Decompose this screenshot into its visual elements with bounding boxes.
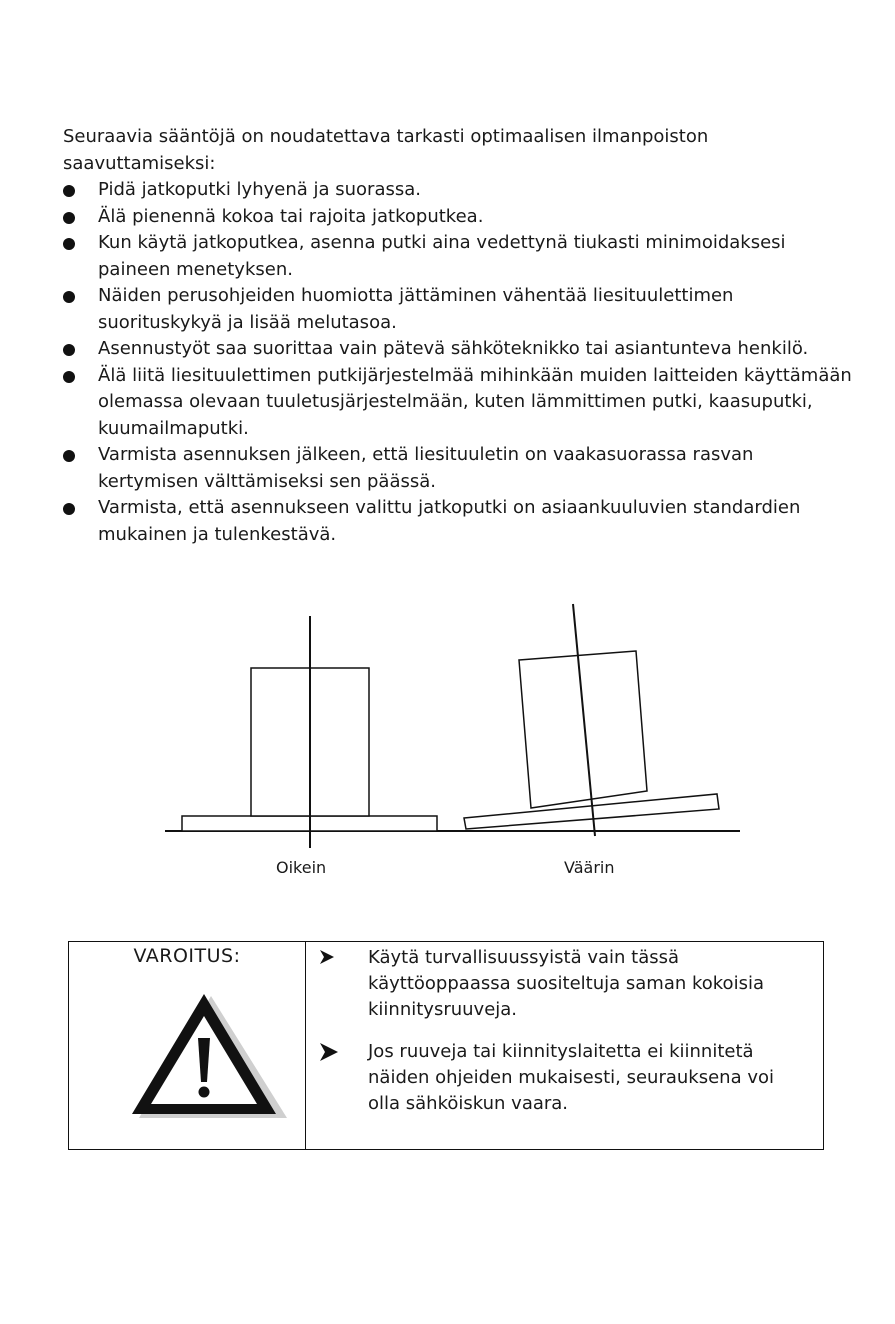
warning-content-cell xyxy=(306,942,823,1149)
wrong-chimney xyxy=(519,651,647,808)
bullet-icon xyxy=(63,185,75,197)
list-item: Pidä jatkoputki lyhyenä ja suorassa. xyxy=(63,177,853,204)
installation-diagram xyxy=(0,590,895,890)
warning-label-cell xyxy=(69,942,306,1149)
bullet-icon xyxy=(63,212,75,224)
warning-title: VAROITUS: xyxy=(133,945,241,967)
warning-item: Jos ruuveja tai kiinnityslaitetta ei kiinnitetä näiden ohjeiden mukaisesti, seurauksena voi olla sähköiskun vaara. xyxy=(368,1039,808,1117)
list-item: Asennustyöt saa suorittaa vain pätevä sähköteknikko tai asiantunteva henkilö. xyxy=(63,336,853,363)
arrow-bullet-icon xyxy=(318,1039,340,1065)
intro-text: Seuraavia sääntöjä on noudatettava tarkasti optimaalisen ilmanpoiston saavuttamiseksi: xyxy=(63,126,709,174)
list-item: Älä liitä liesituulettimen putkijärjestelmää mihinkään muiden laitteiden käyttämään olemassa olevaan tuuletusjärjestelmään, kuten lämmittimen putki, kaasuputki, kuumailmaputki. xyxy=(63,363,853,443)
list-item: Varmista, että asennukseen valittu jatkoputki on asiaankuuluvien standardien mukainen ja tulenkestävä. xyxy=(63,495,853,548)
warning-box xyxy=(68,941,824,1150)
list-item: Näiden perusohjeiden huomiotta jättäminen vähentää liesituulettimen suorituskykyä ja lisää melutasoa. xyxy=(63,283,853,336)
bullet-icon xyxy=(63,344,75,356)
list-item: Älä pienennä kokoa tai rajoita jatkoputkea. xyxy=(63,204,853,231)
bullet-icon xyxy=(63,291,75,303)
arrow-bullet-icon xyxy=(318,945,336,967)
wrong-caption: Väärin xyxy=(564,858,615,877)
bullet-icon xyxy=(63,503,75,515)
bullet-icon xyxy=(63,371,75,383)
warning-triangle-icon xyxy=(129,992,299,1122)
list-item: Varmista asennuksen jälkeen, että liesituuletin on vaakasuorassa rasvan kertymisen välttämiseksi sen päässä. xyxy=(63,442,853,495)
rules-list xyxy=(63,177,853,548)
list-item: Kun käytä jatkoputkea, asenna putki aina vedettynä tiukasti minimoidaksesi paineen menetyksen. xyxy=(63,230,853,283)
correct-caption: Oikein xyxy=(276,858,327,877)
bullet-icon xyxy=(63,238,75,250)
warning-item: Käytä turvallisuussyistä vain tässä käyttöoppaassa suositeltuja saman kokoisia kiinnitysruuveja. xyxy=(368,945,808,1023)
bullet-icon xyxy=(63,450,75,462)
